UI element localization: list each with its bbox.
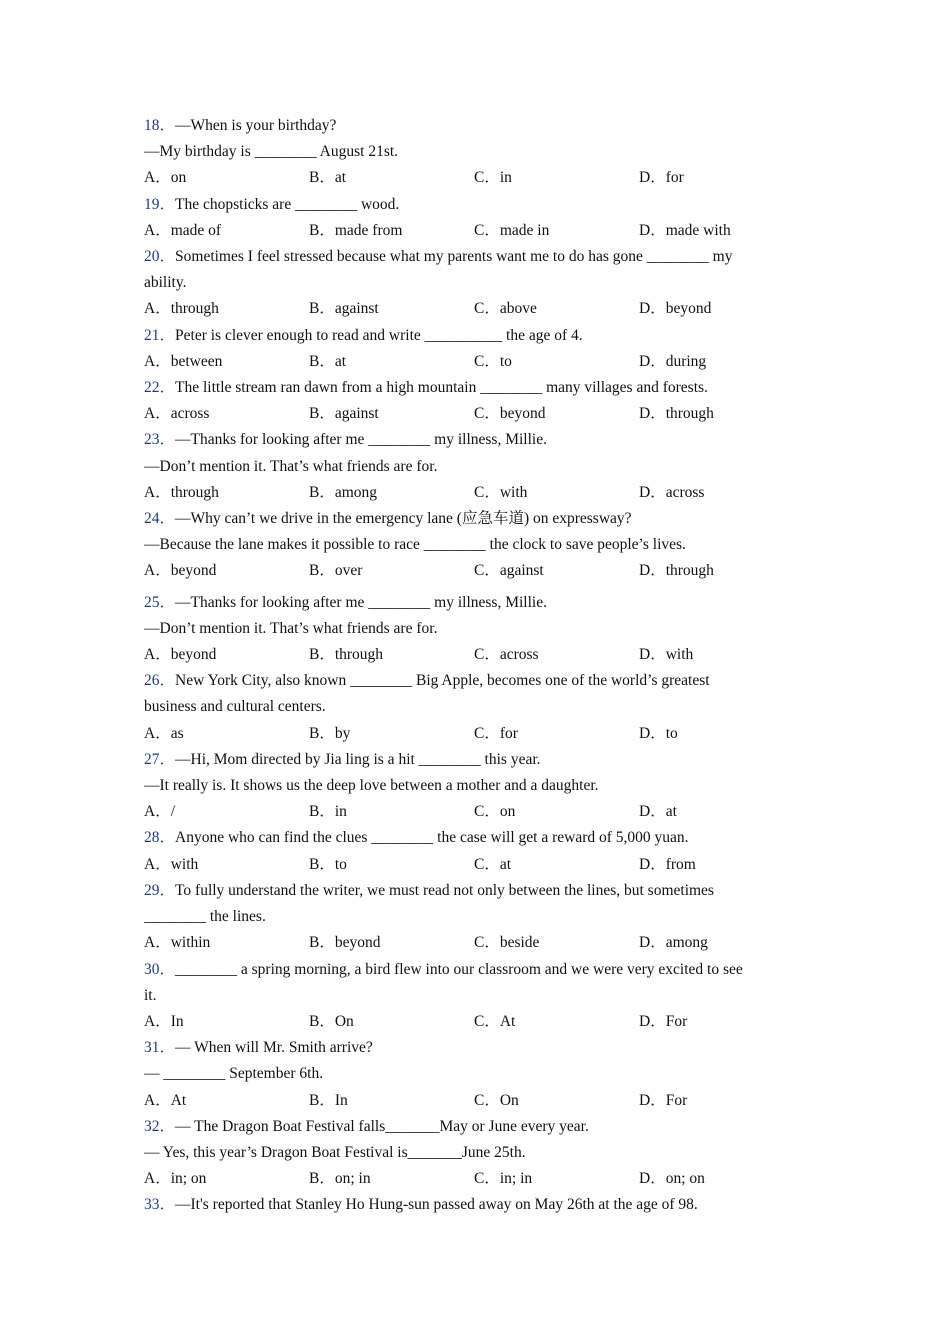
question-stem-continued <box>144 694 804 720</box>
question-number: 28． <box>144 829 176 847</box>
options-row <box>144 721 804 747</box>
option-a: A．made of <box>144 221 222 239</box>
option-b: B．on; in <box>309 1170 371 1188</box>
question-number: 31． <box>144 1039 176 1057</box>
options-row <box>144 218 804 244</box>
option-d: D．for <box>639 169 684 187</box>
question-text: — The Dragon Boat Festival falls_______May or June every year. <box>175 1117 589 1135</box>
options-row <box>144 165 804 191</box>
option-c: C．beside <box>474 934 540 952</box>
question-stem <box>144 747 804 773</box>
question-stem-continued <box>144 616 804 642</box>
question-number: 29． <box>144 881 176 899</box>
option-a: A．in; on <box>144 1170 207 1188</box>
question-text: To fully understand the writer, we must read not only between the lines, but sometimes <box>175 881 714 899</box>
option-d: D．with <box>639 646 694 664</box>
question-text: —When is your birthday? <box>175 117 337 134</box>
option-d: D．from <box>639 855 696 873</box>
question-stem <box>144 375 804 401</box>
question-31 <box>144 1035 804 1114</box>
question-stem-continued <box>144 139 804 165</box>
option-d: D．to <box>639 724 678 742</box>
question-number: 21． <box>144 326 176 344</box>
question-33 <box>144 1192 804 1218</box>
question-19 <box>144 192 804 244</box>
option-c: C．On <box>474 1091 519 1109</box>
options-row <box>144 296 804 322</box>
question-21 <box>144 323 804 375</box>
options-row <box>144 558 804 584</box>
question-text: ________ a spring morning, a bird flew into our classroom and we were very excited to see <box>175 960 743 978</box>
question-number: 19． <box>144 195 176 213</box>
options-row <box>144 1166 804 1192</box>
option-d: D．across <box>639 483 705 501</box>
question-stem <box>144 506 804 532</box>
question-stem-continued <box>144 532 804 558</box>
question-text: ________ the lines. <box>144 908 266 926</box>
question-number: 25． <box>144 593 176 611</box>
question-number: 30． <box>144 960 176 978</box>
option-a: A．across <box>144 405 210 423</box>
question-29 <box>144 878 804 957</box>
option-a: A．through <box>144 300 219 318</box>
question-24 <box>144 506 804 585</box>
question-28 <box>144 825 804 877</box>
option-b: B．made from <box>309 221 403 239</box>
question-number: 18． <box>144 117 176 134</box>
question-text: Sometimes I feel stressed because what my parents want me to do has gone ________ my <box>175 248 733 266</box>
question-stem <box>144 1192 804 1218</box>
option-a: A．In <box>144 1012 184 1030</box>
option-c: C．At <box>474 1012 516 1030</box>
option-a: A．beyond <box>144 646 217 664</box>
question-stem-continued <box>144 1061 804 1087</box>
question-text: —It really is. It shows us the deep love between a mother and a daughter. <box>144 777 599 795</box>
option-b: B．at <box>309 169 347 187</box>
question-number: 32． <box>144 1117 176 1135</box>
question-stem <box>144 427 804 453</box>
option-d: D．For <box>639 1091 688 1109</box>
question-text: —Why can’t we drive in the emergency lane (应急车道) on expressway? <box>175 510 632 528</box>
option-d: D．among <box>639 934 708 952</box>
question-stem <box>144 825 804 851</box>
options-row <box>144 401 804 427</box>
option-a: A．through <box>144 483 219 501</box>
question-27 <box>144 747 804 826</box>
question-30 <box>144 957 804 1036</box>
option-b: B．at <box>309 352 347 370</box>
question-text: —Because the lane makes it possible to race ________ the clock to save people’s lives. <box>144 536 686 554</box>
worksheet-page <box>144 113 804 1219</box>
question-text: —My birthday is ________ August 21st. <box>144 143 399 161</box>
option-d: D．through <box>639 562 714 580</box>
option-a: A．within <box>144 934 211 952</box>
question-18 <box>144 113 804 192</box>
option-c: C．at <box>474 855 512 873</box>
options-row <box>144 1088 804 1114</box>
question-stem <box>144 192 804 218</box>
option-b: B．On <box>309 1012 354 1030</box>
option-a: A．/ <box>144 803 176 821</box>
question-stem <box>144 878 804 904</box>
question-stem <box>144 1114 804 1140</box>
question-22 <box>144 375 804 427</box>
question-25 <box>144 590 804 669</box>
question-number: 23． <box>144 431 176 449</box>
question-text: it. <box>144 986 157 1004</box>
option-c: C．to <box>474 352 512 370</box>
question-text: —Hi, Mom directed by Jia ling is a hit ________ this year. <box>175 750 541 768</box>
option-b: B．by <box>309 724 351 742</box>
question-text: Peter is clever enough to read and write __________ the age of 4. <box>175 326 583 344</box>
question-stem-continued <box>144 270 804 296</box>
options-row <box>144 799 804 825</box>
question-text: —Thanks for looking after me ________ my illness, Millie. <box>175 593 547 611</box>
option-d: D．through <box>639 405 714 423</box>
question-number: 20． <box>144 248 176 266</box>
option-a: A．between <box>144 352 223 370</box>
option-d: D．beyond <box>639 300 712 318</box>
option-b: B．beyond <box>309 934 381 952</box>
option-c: C．in <box>474 169 512 187</box>
question-number: 27． <box>144 750 176 768</box>
question-stem-continued <box>144 904 804 930</box>
question-26 <box>144 668 804 747</box>
option-d: D．made with <box>639 221 731 239</box>
option-a: A．beyond <box>144 562 217 580</box>
option-d: D．For <box>639 1012 688 1030</box>
option-c: C．on <box>474 803 516 821</box>
question-number: 22． <box>144 379 176 397</box>
question-32 <box>144 1114 804 1193</box>
question-20 <box>144 244 804 323</box>
option-c: C．made in <box>474 221 550 239</box>
question-text: New York City, also known ________ Big Apple, becomes one of the world’s greatest <box>175 672 710 690</box>
question-number: 33． <box>144 1196 176 1214</box>
option-a: A．on <box>144 169 187 187</box>
options-row <box>144 349 804 375</box>
option-a: A．At <box>144 1091 187 1109</box>
option-c: C．with <box>474 483 528 501</box>
options-row <box>144 852 804 878</box>
question-stem <box>144 323 804 349</box>
option-d: D．on; on <box>639 1170 705 1188</box>
option-c: C．above <box>474 300 537 318</box>
question-stem-continued <box>144 983 804 1009</box>
option-c: C．in; in <box>474 1170 533 1188</box>
options-row <box>144 930 804 956</box>
question-number: 26． <box>144 672 176 690</box>
options-row <box>144 642 804 668</box>
question-text: — ________ September 6th. <box>144 1065 324 1083</box>
question-stem <box>144 113 804 139</box>
question-text: The little stream ran dawn from a high mountain ________ many villages and forests. <box>175 379 708 397</box>
question-stem <box>144 1035 804 1061</box>
option-c: C．against <box>474 562 544 580</box>
question-text: —It's reported that Stanley Ho Hung-sun passed away on May 26th at the age of 98. <box>175 1196 698 1214</box>
question-text: — When will Mr. Smith arrive? <box>175 1039 373 1057</box>
question-stem <box>144 668 804 694</box>
option-c: C．for <box>474 724 518 742</box>
question-text: — Yes, this year’s Dragon Boat Festival is_______June 25th. <box>144 1143 526 1161</box>
question-number: 24． <box>144 510 176 528</box>
option-c: C．beyond <box>474 405 546 423</box>
option-b: B．against <box>309 405 379 423</box>
option-b: B．among <box>309 483 378 501</box>
question-stem-continued <box>144 1140 804 1166</box>
question-text: —Thanks for looking after me ________ my illness, Millie. <box>175 431 547 449</box>
question-stem-continued <box>144 773 804 799</box>
option-b: B．in <box>309 803 347 821</box>
question-stem <box>144 590 804 616</box>
question-23 <box>144 427 804 506</box>
option-d: D．at <box>639 803 677 821</box>
question-stem-continued <box>144 454 804 480</box>
question-stem <box>144 244 804 270</box>
option-b: B．over <box>309 562 363 580</box>
question-text: Anyone who can find the clues ________ the case will get a reward of 5,000 yuan. <box>175 829 689 847</box>
question-text: business and cultural centers. <box>144 698 326 716</box>
option-a: A．as <box>144 724 184 742</box>
question-text: —Don’t mention it. That’s what friends are for. <box>144 457 438 475</box>
option-a: A．with <box>144 855 199 873</box>
option-b: B．In <box>309 1091 348 1109</box>
question-text: —Don’t mention it. That’s what friends are for. <box>144 619 438 637</box>
options-row <box>144 1009 804 1035</box>
question-text: The chopsticks are ________ wood. <box>175 195 400 213</box>
options-row <box>144 480 804 506</box>
option-c: C．across <box>474 646 539 664</box>
option-b: B．against <box>309 300 379 318</box>
option-b: B．through <box>309 646 384 664</box>
question-stem <box>144 957 804 983</box>
question-text: ability. <box>144 274 187 292</box>
option-b: B．to <box>309 855 347 873</box>
option-d: D．during <box>639 352 707 370</box>
